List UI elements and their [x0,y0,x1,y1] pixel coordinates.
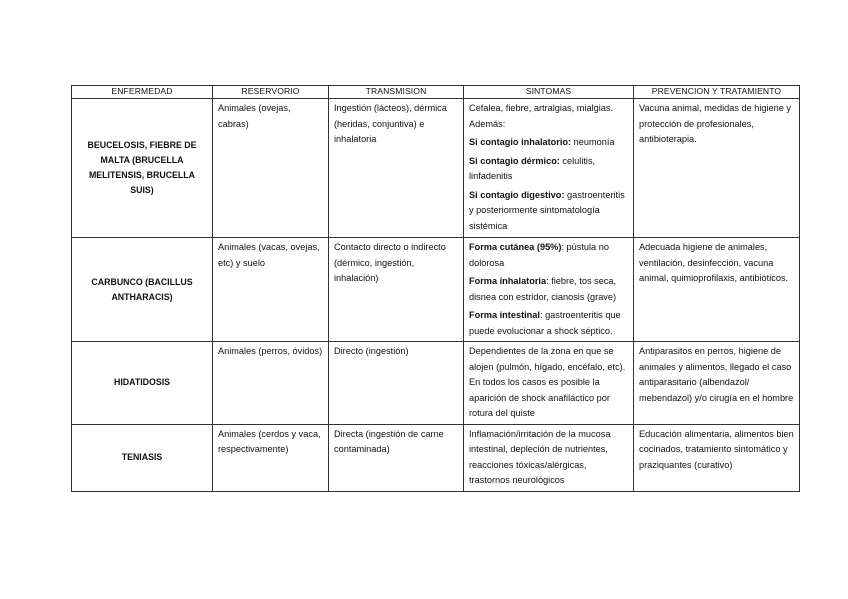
header-prevencion: PREVENCION Y TRATAMIENTO [634,86,800,99]
symptom-paragraph: Forma inhalatoria: fiebre, tos seca, disnea con estridor, cianosis (grave) [469,276,617,302]
symptom-label: Si contagio inhalatorio: [469,137,572,147]
table-row [72,342,800,425]
header-row [72,86,800,99]
symptom-label: Forma intestinal [469,310,540,320]
disease-cell: CARBUNCO (BACILLUS ANTHARACIS) [72,238,213,342]
symptom-label: Forma inhalatoria [469,276,547,286]
prevention-cell: Adecuada higiene de animales, ventilación, desinfección, vacuna animal, quimioprofilaxis, antibióticos. [634,238,800,342]
table-row [72,424,800,491]
prevention-cell: Antiparasitos en perros, higiene de animales y alimentos, llegado el caso antiparasitario (albendazol/ mebendazol) y/o cirugía en el hombre [634,342,800,425]
symptom-paragraph: Cefalea, fiebre, artralgias, mialgias. Además: [469,103,614,129]
symptoms-cell [464,99,634,238]
transmission-cell: Ingestión (lácteos), dérmica (heridas, conjuntiva) e inhalatoria [329,99,464,238]
symptom-paragraph: Si contagio digestivo: gastroenteritis y posteriormente sintomatología sistémica [469,189,625,231]
symptom-paragraph: Forma intestinal: gastroenteritis que puede evolucionar a shock séptico. [469,310,621,336]
transmission-cell: Directa (ingestión de carne contaminada) [329,424,464,491]
symptoms-cell [464,342,634,425]
symptom-label: Forma cutánea (95%) [469,242,562,252]
header-enfermedad: ENFERMEDAD [72,86,213,99]
disease-cell: TENIASIS [72,424,213,491]
transmission-cell: Contacto directo o indirecto (dérmico, ingestión, inhalación) [329,238,464,342]
zoonosis-table [71,85,800,492]
table-row [72,99,800,238]
symptom-paragraph: Forma cutánea (95%): pústula no dolorosa [469,242,609,268]
symptom-paragraph: Si contagio dérmico: celulitis, linfadenitis [469,155,596,181]
header-reservorio: RESERVORIO [213,86,329,99]
symptom-paragraph: Si contagio inhalatorio: neumonía [469,137,615,147]
symptom-paragraph: Inflamación/irritación de la mucosa intestinal, depleción de nutrientes, reacciones tóxicas/alérgicas, trastornos neurológicos [469,428,611,485]
symptoms-cell [464,424,634,491]
reservoir-cell: Animales (cerdos y vaca, respectivamente) [213,424,329,491]
symptom-paragraph: Dependientes de la zona en que se alojen (pulmón, hígado, encéfalo, etc). En todos los casos es posible la aparición de shock anafiláctico por rotura del quiste [469,346,626,418]
transmission-cell: Directo (ingestión) [329,342,464,425]
symptom-label: Si contagio digestivo: [469,189,565,200]
header-sintomas: SINTOMAS [464,86,634,99]
reservoir-cell: Animales (vacas, ovejas, etc) y suelo [213,238,329,342]
prevention-cell: Vacuna animal, medidas de higiene y protección de profesionales, antibioterapia. [634,99,800,238]
symptoms-cell [464,238,634,342]
header-transmision: TRANSMISION [329,86,464,99]
reservoir-cell: Animales (ovejas, cabras) [213,99,329,238]
disease-cell: HIDATIDOSIS [72,342,213,425]
reservoir-cell: Animales (perros, óvidos) [213,342,329,425]
table-row [72,238,800,342]
prevention-cell: Educación alimentaria, alimentos bien cocinados, tratamiento sintomático y praziquantes (curativo) [634,424,800,491]
disease-cell: BEUCELOSIS, FIEBRE DE MALTA (BRUCELLA MELITENSIS, BRUCELLA SUIS) [72,99,213,238]
symptom-label: Si contagio dérmico: [469,155,560,166]
